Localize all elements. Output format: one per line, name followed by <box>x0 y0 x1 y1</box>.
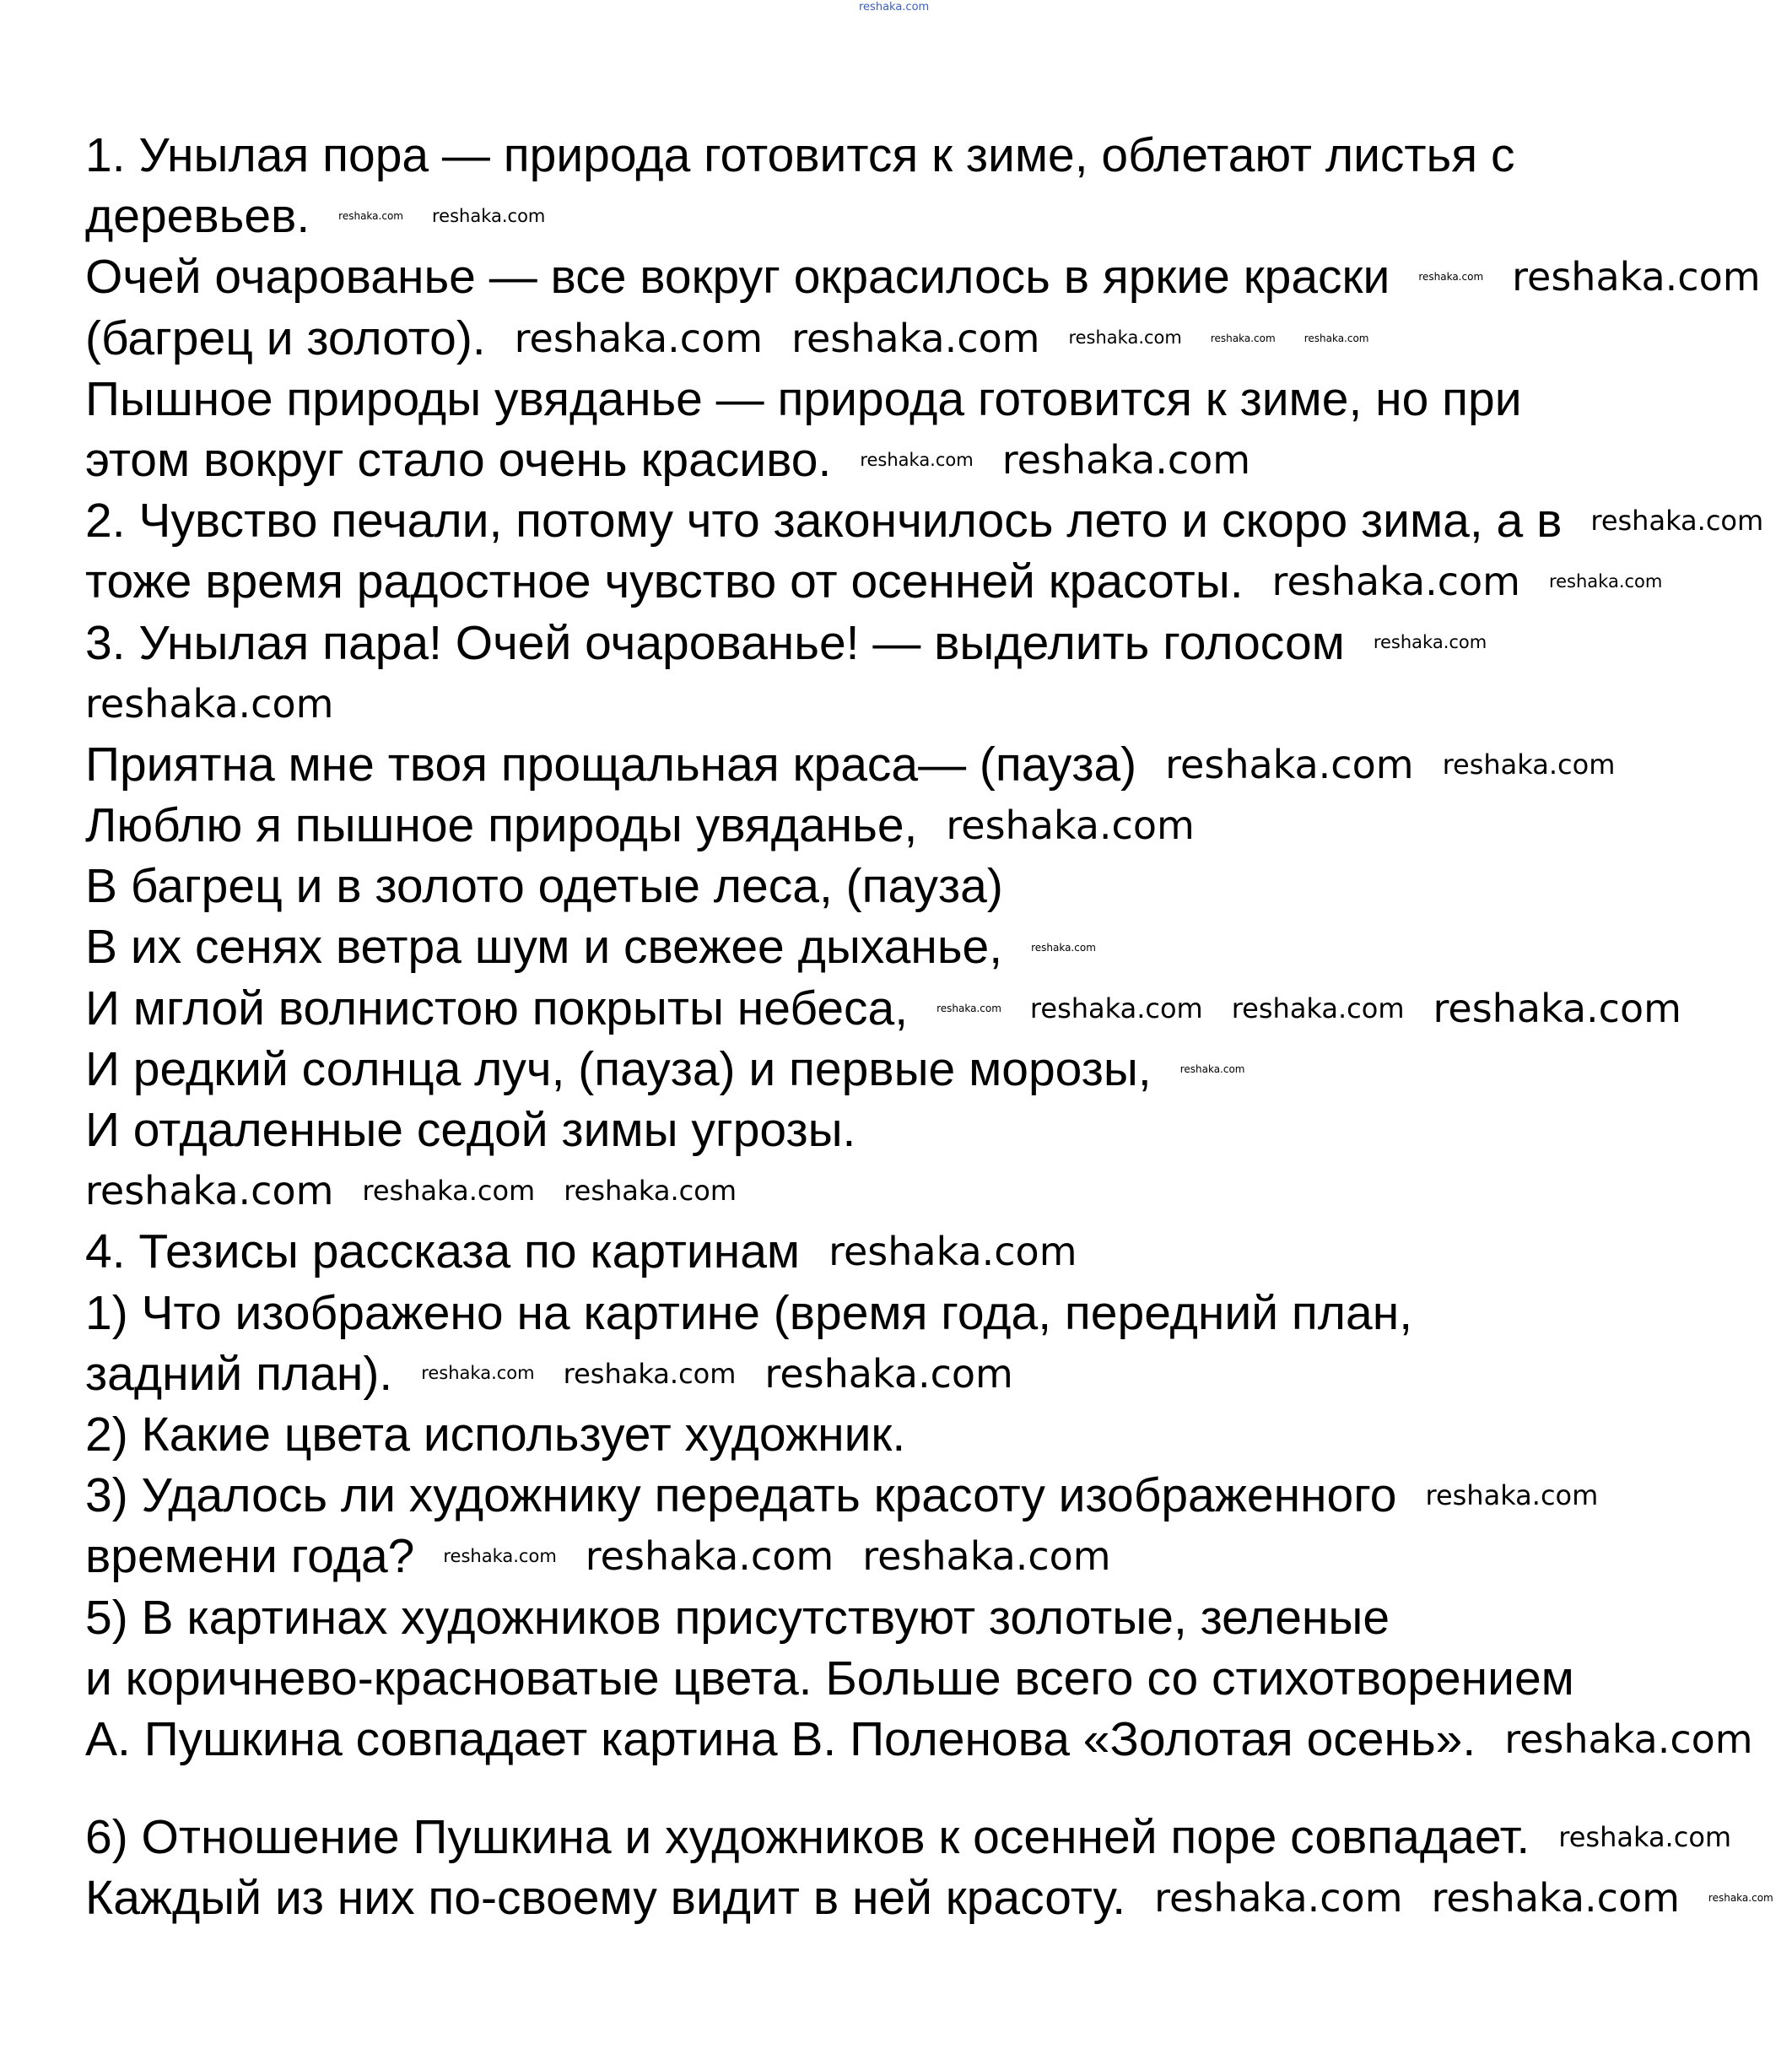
text-line <box>85 1587 1784 1648</box>
watermark: reshaka.com <box>1433 985 1681 1031</box>
watermark: reshaka.com <box>859 1 930 14</box>
blank-row <box>85 1990 1784 2051</box>
watermark: reshaka.com <box>1001 437 1251 484</box>
poem-line <box>85 795 1784 856</box>
poem-line-content: И мглой волнистою покрыты небеса, <box>85 981 909 1035</box>
watermark: reshaka.com <box>860 449 974 470</box>
text-line <box>85 1807 1784 1868</box>
poem-line <box>85 978 1784 1039</box>
text-line-content: времени года? <box>85 1529 415 1584</box>
watermark: reshaka.com <box>1165 741 1414 787</box>
watermark: reshaka.com <box>1504 1716 1753 1762</box>
watermark: reshaka.com <box>1442 748 1616 781</box>
text-line-content: и коричнево-красноватые цвета. Больше всего со стихотворением <box>85 1651 1574 1705</box>
watermark: reshaka.com <box>338 210 403 223</box>
poem-line-content: И отдаленные седой зимы угрозы. <box>85 1103 856 1157</box>
watermark: reshaka.com <box>1590 505 1764 538</box>
text-line-content: тоже время радостное чувство от осенней красоты. <box>85 554 1244 609</box>
watermark: reshaka.com <box>443 1545 557 1566</box>
text-line-content: 2. Чувство печали, потому что закончилось лето и скоро зима, а в <box>85 494 1563 549</box>
watermark: reshaka.com <box>1431 1875 1680 1922</box>
blank-row <box>85 1160 1784 1221</box>
section-answers-1-3 <box>85 125 1784 673</box>
text-line <box>85 1221 1784 1282</box>
blank-row <box>85 1928 1784 1989</box>
watermark: reshaka.com <box>1271 559 1520 605</box>
text-line-content: Пышное природы увяданье — природа готовится к зиме, но при <box>85 371 1522 426</box>
poem-line <box>85 734 1784 795</box>
watermark: reshaka.com <box>1373 632 1487 653</box>
text-line <box>85 430 1784 490</box>
poem-line-content: Приятна мне твоя прощальная краса— (пауза) <box>85 737 1137 792</box>
watermark: reshaka.com <box>1512 254 1761 300</box>
text-line <box>85 613 1784 673</box>
poem <box>85 734 1784 1160</box>
watermark: reshaka.com <box>829 1229 1077 1275</box>
watermark: reshaka.com <box>421 1363 535 1384</box>
text-line-content: этом вокруг стало очень красиво. <box>85 432 832 487</box>
text-line <box>85 246 1784 307</box>
text-line <box>85 1283 1784 1343</box>
text-line <box>85 490 1784 551</box>
watermark: reshaka.com <box>936 1002 1001 1014</box>
blank-row <box>85 673 1784 734</box>
text-line <box>85 551 1784 612</box>
watermark: reshaka.com <box>1304 332 1369 344</box>
text-line-content: 5) В картинах художников присутствуют золотые, зеленые <box>85 1590 1390 1645</box>
text-line <box>85 125 1784 186</box>
text-line-content: Каждый из них по-своему видит в ней красоту. <box>85 1871 1126 1926</box>
watermark: reshaka.com <box>1031 941 1096 954</box>
watermark: reshaka.com <box>1231 992 1405 1024</box>
text-line-content: 1) Что изображено на картине (время года, передний план, <box>85 1285 1413 1340</box>
watermark: reshaka.com <box>85 1168 334 1214</box>
poem-line-content: Люблю я пышное природы увяданье, <box>85 798 918 853</box>
text-line-content: деревьев. <box>85 189 310 244</box>
watermark: reshaka.com <box>1179 1062 1245 1075</box>
poem-line <box>85 1039 1784 1100</box>
watermark: reshaka.com <box>1418 271 1484 284</box>
watermark: reshaka.com <box>362 1175 536 1208</box>
watermark: reshaka.com <box>764 1350 1013 1397</box>
watermark: reshaka.com <box>791 315 1040 361</box>
watermark: reshaka.com <box>1210 332 1276 344</box>
watermark: reshaka.com <box>514 315 764 361</box>
poem-line <box>85 1100 1784 1160</box>
watermark: reshaka.com <box>585 1533 834 1580</box>
watermark: reshaka.com <box>1154 1875 1403 1922</box>
text-line <box>85 1404 1784 1465</box>
text-line-content: 3) Удалось ли художнику передать красоту изображенного <box>85 1468 1397 1523</box>
poem-line-content: В багрец и в золото одетые леса, (пауза) <box>85 859 1003 914</box>
text-line <box>85 1465 1784 1526</box>
poem-line-content: В их сенях ветра шум и свежее дыханье, <box>85 920 1003 975</box>
text-line <box>85 1343 1784 1404</box>
text-line-content: 4. Тезисы рассказа по картинам <box>85 1224 801 1279</box>
document-body <box>85 125 1784 2051</box>
text-line <box>85 1648 1784 1709</box>
text-line-content: 6) Отношение Пушкина и художников к осенней поре совпадает. <box>85 1810 1530 1865</box>
watermark: reshaka.com <box>1068 327 1182 349</box>
text-line-content: 1. Унылая пора — природа готовится к зиме, облетают листья с <box>85 128 1515 182</box>
spacer <box>85 1770 1784 1807</box>
watermark: reshaka.com <box>946 803 1195 849</box>
watermark: reshaka.com <box>862 1533 1111 1580</box>
text-line <box>85 186 1784 246</box>
poem-line <box>85 856 1784 916</box>
text-line-content: 2) Какие цвета использует художник. <box>85 1407 906 1462</box>
text-line <box>85 1709 1784 1770</box>
poem-line-content: И редкий солнца луч, (пауза) и первые морозы, <box>85 1041 1152 1096</box>
watermark: reshaka.com <box>85 680 334 727</box>
watermark: reshaka.com <box>1029 992 1203 1024</box>
watermark: reshaka.com <box>1425 1479 1599 1512</box>
watermark: reshaka.com <box>1548 570 1663 592</box>
text-line-content: (багрец и золото). <box>85 311 486 365</box>
text-line <box>85 369 1784 430</box>
text-line-content: Очей очарованье — все вокруг окрасилось в яркие краски <box>85 250 1390 305</box>
text-line-content: 3. Унылая пара! Очей очарованье! — выделить голосом <box>85 615 1345 670</box>
text-line-content: задний план). <box>85 1346 393 1401</box>
watermark: reshaka.com <box>431 205 546 226</box>
watermark: reshaka.com <box>564 1175 737 1208</box>
section-theses <box>85 1221 1784 1770</box>
watermark: reshaka.com <box>1708 1892 1773 1905</box>
text-line <box>85 1868 1784 1928</box>
poem-line <box>85 916 1784 977</box>
watermark: reshaka.com <box>563 1357 737 1390</box>
text-line <box>85 1526 1784 1586</box>
watermark: reshaka.com <box>1558 1821 1732 1854</box>
text-line <box>85 308 1784 369</box>
section-6 <box>85 1807 1784 1928</box>
text-line-content: А. Пушкина совпадает картина В. Поленова «Золотая осень». <box>85 1711 1476 1766</box>
